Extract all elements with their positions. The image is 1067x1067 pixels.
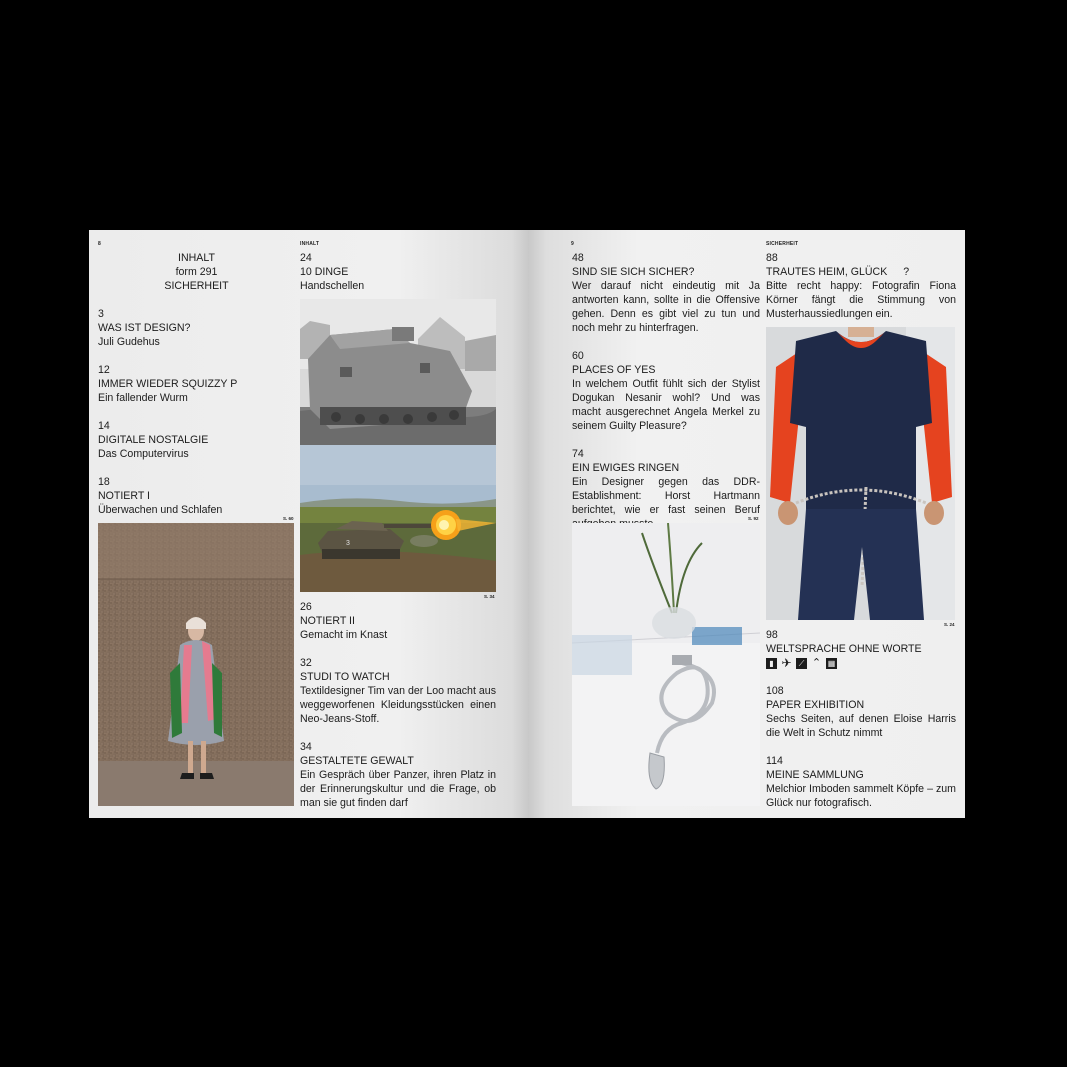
toc-entry[interactable]: 88 TRAUTES HEIM, GLÜCK ? Bitte recht happy: Fotografin Fiona Körner fängt die Stimmung von Musterhaussiedlungen ein. [766, 252, 956, 320]
toc-entry[interactable]: 12 IMMER WIEDER SQUIZZY P Ein fallender Wurm [98, 364, 238, 404]
running-head: SICHERHEIT [766, 241, 799, 247]
toc-entry[interactable]: 34 GESTALTETE GEWALT Ein Gespräch über Panzer, ihren Platz in der Erinnerungskultur und die Frage, ob man sie gut finden darf [300, 741, 496, 809]
toc-entry[interactable]: 108 PAPER EXHIBITION Sechs Seiten, auf denen Eloise Harris die Welt in Schutz nimmt [766, 685, 956, 739]
prisoner-uniform-photo [766, 327, 955, 620]
running-head: INHALT [300, 241, 320, 247]
image-caption: S. 60 [283, 516, 294, 521]
toc-entry[interactable]: 24 10 DINGE Handschellen [300, 252, 365, 292]
historic-tank-photo [300, 299, 496, 445]
toc-entry[interactable]: 74 EIN EWIGES RINGEN Ein Designer gegen das DDR-Establishment: Horst Hartmann berichtet, wie er fast seinen Beruf [572, 448, 760, 516]
modern-tank-photo [300, 445, 496, 592]
fashion-photo [98, 523, 294, 806]
right-page [529, 230, 965, 818]
toc-entry[interactable]: 60 PLACES OF YES In welchem Outfit fühlt sich der Stylist Dogukan Nesanir wohl? Und was macht ausgerechnet Angela Merkel zu seinem Guilty Pleasure? [572, 350, 760, 432]
magazine-spread [89, 230, 965, 818]
toc-entry[interactable]: 3 WAS IST DESIGN? Juli Gudehus [98, 308, 191, 348]
image-caption: S. 24 [944, 622, 955, 627]
toc-entry[interactable]: 18 NOTIERT I Überwachen und Schlafen [98, 476, 223, 516]
toc-entry[interactable]: 48 SIND SIE SICH SICHER? Wer darauf nicht eindeutig mit Ja antworten kann, sollte in die Offensive gehen. Denn es gibt viel zu tun und noch mehr zu hinterfragen. [572, 252, 760, 334]
toc-entry[interactable]: 32 STUDI TO WATCH Textildesigner Tim van der Loo macht aus weggeworfenen Kleidungsstücken einen Neo-Jeans-Stoff. [300, 657, 496, 725]
folio-number: 9 [571, 241, 574, 247]
left-page [89, 230, 529, 818]
shower-photo [572, 523, 760, 806]
image-caption: S. 92 [748, 516, 759, 521]
escalator-icon: ⟋ [796, 658, 807, 669]
folio-number: 8 [98, 241, 101, 247]
pictogram-row [766, 658, 956, 669]
toc-entry[interactable]: 14 DIGITALE NOSTALGIE Das Computervirus [98, 420, 209, 460]
image-caption: S. 34 [484, 594, 495, 599]
luggage-icon: ▮ [766, 658, 777, 669]
svg-text:3: 3 [346, 540, 350, 547]
toc-entry[interactable]: 98 WELTSPRACHE OHNE WORTE ▮ ✈ ⟋ ⌃ ▦ [766, 628, 956, 669]
baggage-claim-icon: ▦ [827, 659, 836, 668]
hanger-icon: ⌃ [811, 657, 822, 669]
airplane-icon: ✈ [781, 656, 792, 670]
toc-heading: INHALT form 291 SICHERHEIT [164, 252, 229, 292]
entry-title: TRAUTES HEIM, GLÜCK ? [766, 266, 910, 278]
toc-entry[interactable]: 26 NOTIERT II Gemacht im Knast [300, 601, 388, 641]
toc-entry[interactable]: 114 MEINE SAMMLUNG Melchior Imboden sammelt Köpfe – zum Glück nur fotografisch. [766, 755, 956, 809]
